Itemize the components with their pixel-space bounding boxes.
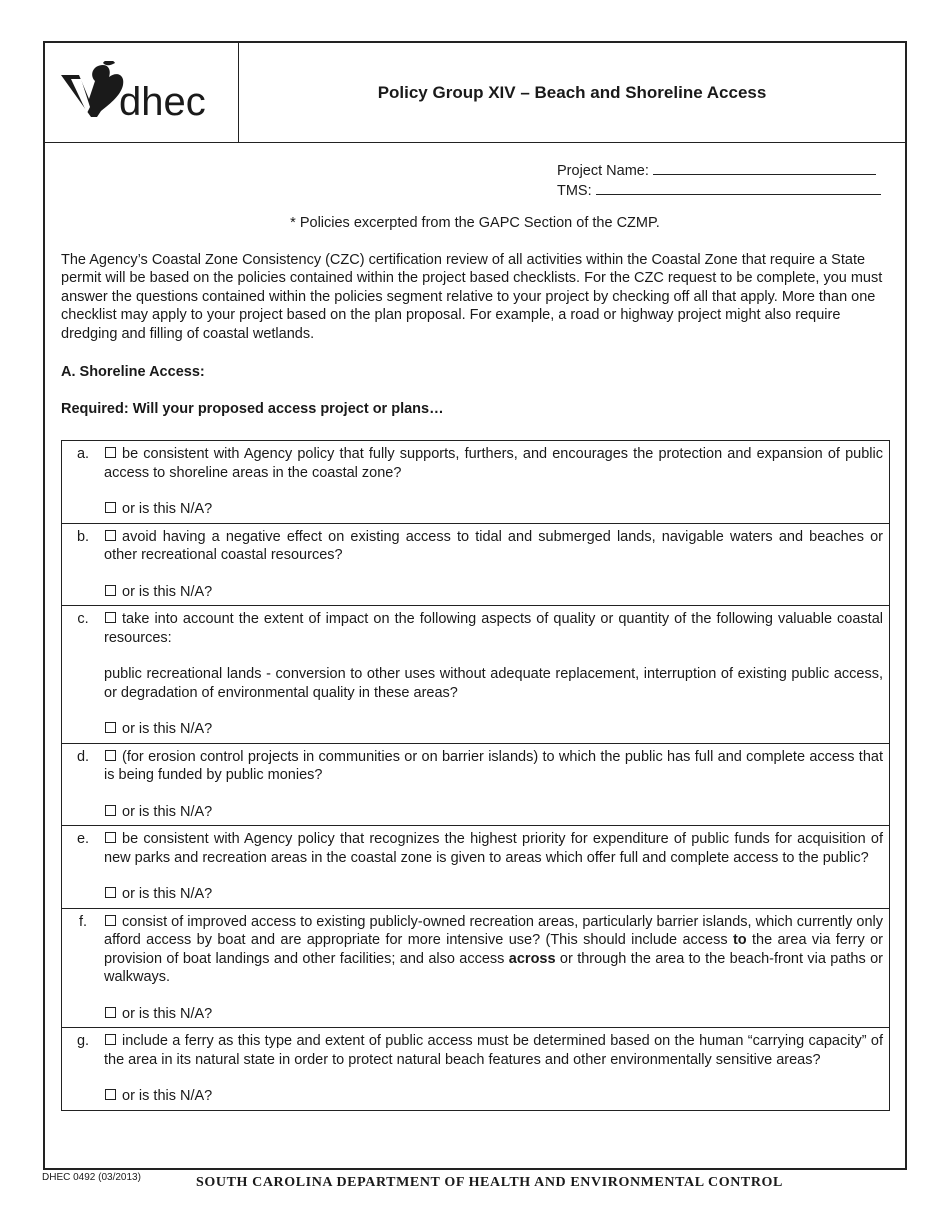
checkbox[interactable] [105,530,116,541]
checklist-row [62,523,890,606]
item-question [104,528,883,565]
form-number: DHEC 0492 (03/2013) [42,1172,141,1183]
svg-text:dhec: dhec [119,80,206,123]
item-question [104,830,883,867]
checklist-table [61,440,890,1111]
form-title: Policy Group XIV – Beach and Shoreline Access [377,82,767,102]
na-label: or is this N/A? [122,803,213,820]
na-label: or is this N/A? [122,583,213,600]
na-checkbox[interactable] [105,502,116,513]
item-letter: f. [62,908,105,1028]
project-name-label: Project Name: [557,163,649,179]
project-name-row [557,160,881,180]
item-emphasis: across [508,950,556,967]
policy-excerpt-note: * Policies excerpted from the GAPC Section of the CZMP. [290,215,660,231]
project-info [557,160,881,200]
na-label: or is this N/A? [122,1088,213,1104]
tms-label: TMS: [557,183,592,199]
item-text: be consistent with Agency policy that fully supports, furthers, and encourages the protection and expansion of public access to shoreline areas in the coastal zone? [104,446,883,481]
item-text: or through the area to the beach-front via paths or walkways. [104,950,883,985]
agency-name: SOUTH CAROLINA DEPARTMENT OF HEALTH AND ENVIRONMENTAL CONTROL [196,1175,783,1190]
checkbox[interactable] [105,832,116,843]
na-checkbox[interactable] [105,1089,116,1100]
na-option [104,1087,883,1106]
na-checkbox[interactable] [105,887,116,898]
item-letter: b. [62,523,105,606]
item-question [104,610,883,647]
checkbox[interactable] [105,1034,116,1045]
checklist-row [62,826,890,909]
item-text: the area via ferry or provision of boat landings and other facilities; and also access [104,932,883,967]
na-option [104,1005,883,1024]
item-text: avoid having a negative effect on existing access to tidal and submerged lands, navigable waters and beaches or other recreational coastal resources? [104,528,883,563]
checklist-row [62,441,890,524]
na-label: or is this N/A? [122,721,213,737]
item-detail: public recreational lands - conversion to other uses without adequate replacement, interruption of existing public access, or degradation of environmental quality in these areas? [104,666,883,701]
project-name-field[interactable] [653,160,876,175]
na-option [104,583,883,602]
item-text: take into account the extent of impact on the following aspects of quality or quantity of the following valuable coastal resources: [104,611,883,646]
na-option [104,885,883,904]
item-letter: c. [62,606,105,744]
item-letter: g. [62,1028,105,1111]
section-heading: A. Shoreline Access: [61,364,205,380]
item-text: consist of improved access to existing publicly-owned recreation areas, particularly barrier islands, which currently only afford access by boat and are appropriate for more intensive use? (This should include access [104,913,883,948]
item-content [104,826,890,909]
item-question [104,445,883,482]
item-content [104,523,890,606]
required-heading: Required: Will your proposed access project or plans… [61,401,444,417]
checkbox[interactable] [105,447,116,458]
item-content [104,1028,890,1111]
na-option [104,803,883,822]
tms-row [557,180,881,200]
checkbox[interactable] [105,750,116,761]
checkbox[interactable] [105,612,116,623]
form-header [45,43,905,143]
na-checkbox[interactable] [105,1007,116,1018]
dhec-logo [59,61,219,123]
na-checkbox[interactable] [105,585,116,596]
checklist-row [62,1028,890,1111]
item-letter: a. [62,441,105,524]
item-text: include a ferry as this type and extent of public access must be determined based on the human “carrying capacity” of the area in its natural state in order to protect natural beach features and other environmentally sensitive areas? [104,1033,883,1068]
item-content [104,908,890,1028]
item-text: be consistent with Agency policy that recognizes the highest priority for expenditure of public funds for acquisition of new parks and recreation areas in the coastal zone is given to areas which offer full and complete access to the public? [104,831,883,866]
tms-field[interactable] [596,180,881,195]
intro-paragraph: The Agency’s Coastal Zone Consistency (CZC) certification review of all activities within the Coastal Zone that require a State permit will be based on the policies contained within the project based checklists. For the CZC request to be complete, you must answer the questions contained within the policies segment relative to your project by checking off all that apply. More than one checklist may apply to your project based on the plan proposal. For example, a road or highway project might also require dredging and filling of coastal wetlands. [61,252,883,342]
na-checkbox[interactable] [105,722,116,733]
na-label: or is this N/A? [122,886,213,902]
na-label: or is this N/A? [122,1005,213,1022]
item-content [104,743,890,826]
na-checkbox[interactable] [105,805,116,816]
checklist-row [62,606,890,744]
item-letter: e. [62,826,105,909]
item-question [104,913,883,987]
checklist-row [62,908,890,1028]
item-question [104,748,883,785]
checkbox[interactable] [105,915,116,926]
logo-cell [45,43,239,142]
item-content [104,606,890,744]
na-option [104,500,883,519]
checklist-row [62,743,890,826]
item-emphasis: to [732,932,747,948]
item-content [104,441,890,524]
form-frame [43,41,907,1170]
na-label: or is this N/A? [122,501,213,517]
item-letter: d. [62,743,105,826]
na-option [104,720,883,739]
item-question [104,1032,883,1069]
item-text: (for erosion control projects in communities or on barrier islands) to which the public has full and complete access that is being funded by public monies? [104,748,883,783]
